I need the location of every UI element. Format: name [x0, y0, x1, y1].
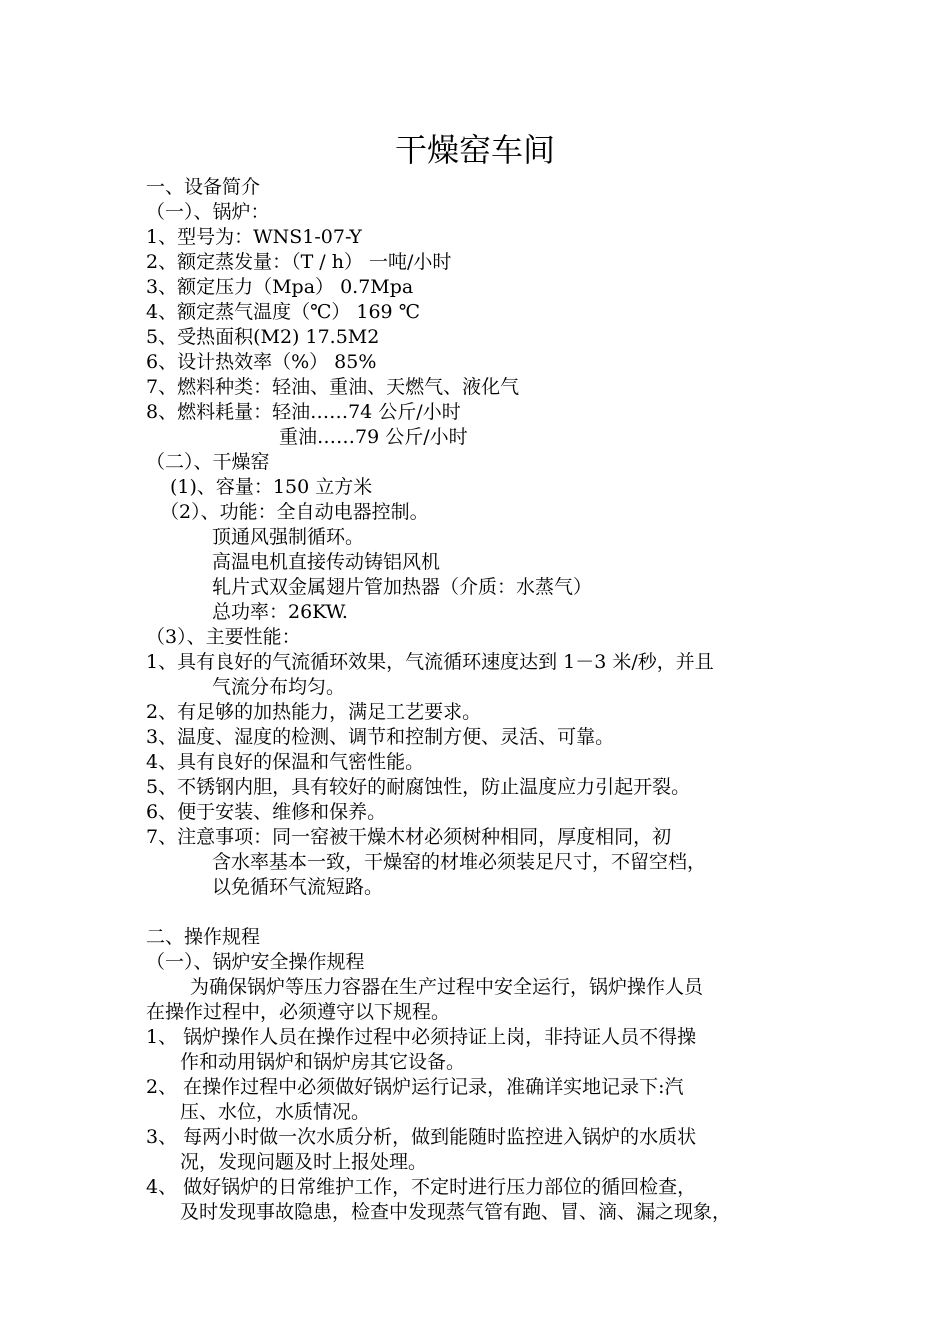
spec-line: 8、燃料耗量：轻油……74 公斤/小时	[146, 401, 461, 423]
spec-line: （2）、功能：全自动电器控制。	[160, 501, 429, 523]
section-heading: 一、设备简介	[146, 176, 261, 198]
paragraph-line: 在操作过程中，必须遵守以下规程。	[146, 1001, 451, 1023]
spec-line: 5、受热面积(M2) 17.5M2	[146, 326, 380, 348]
list-item: 4、 做好锅炉的日常维护工作，不定时进行压力部位的循回检查，	[146, 1176, 697, 1198]
section-heading: 二、操作规程	[146, 926, 261, 948]
spec-line-continued: 重油……79 公斤/小时	[279, 426, 468, 448]
list-item: 3、温度、湿度的检测、调节和控制方便、灵活、可靠。	[146, 726, 615, 748]
spec-line: 3、额定压力（Mpa） 0.7Mpa	[146, 276, 414, 298]
list-item: 1、 锅炉操作人员在操作过程中必须持证上岗，非持证人员不得操	[146, 1026, 697, 1048]
list-item: 3、 每两小时做一次水质分析，做到能随时监控进入锅炉的水质状	[146, 1126, 697, 1148]
spec-line: 2、额定蒸发量：（T / h） 一吨/小时	[146, 251, 452, 273]
list-item-continued: 作和动用锅炉和锅炉房其它设备。	[180, 1051, 466, 1073]
paragraph-line: 为确保锅炉等压力容器在生产过程中安全运行，锅炉操作人员	[190, 976, 704, 998]
list-item-continued: 气流分布均匀。	[212, 676, 346, 698]
list-item: 4、具有良好的保温和气密性能。	[146, 751, 425, 773]
list-item-continued: 及时发现事故隐患，检查中发现蒸气管有跑、冒、滴、漏之现象，	[180, 1201, 732, 1223]
spec-line: 7、燃料种类：轻油、重油、天燃气、液化气	[146, 376, 520, 398]
page-title: 干燥窑车间	[394, 131, 555, 169]
subsection-heading: （二）、干燥窑	[146, 451, 270, 473]
list-item: 6、便于安装、维修和保养。	[146, 801, 387, 823]
spec-line-continued: 顶通风强制循环。	[212, 526, 365, 548]
list-item: 2、有足够的加热能力，满足工艺要求。	[146, 701, 482, 723]
subsection-heading: （一）、锅炉安全操作规程	[146, 951, 365, 973]
list-item: 2、 在操作过程中必须做好锅炉运行记录，准确详实地记录下:汽	[146, 1076, 684, 1098]
list-item-continued: 含水率基本一致，干燥窑的材堆必须装足尺寸，不留空档，	[212, 851, 707, 873]
subsection-heading: （3）、主要性能：	[146, 626, 301, 648]
list-item-continued: 况，发现问题及时上报处理。	[180, 1151, 428, 1173]
subsection-heading: （一）、锅炉：	[146, 201, 270, 223]
list-item-continued: 压、水位，水质情况。	[180, 1101, 371, 1123]
spec-line-continued: 高温电机直接传动铸铝风机	[212, 551, 441, 573]
spec-line-continued: 轧片式双金属翅片管加热器（介质：水蒸气）	[212, 576, 593, 598]
spec-line: 4、额定蒸气温度（℃） 169 ℃	[146, 301, 420, 323]
spec-line-continued: 总功率：26KW.	[212, 601, 348, 623]
spec-line: 6、设计热效率（%） 85%	[146, 351, 377, 373]
list-item: 5、不锈钢内胆，具有较好的耐腐蚀性，防止温度应力引起开裂。	[146, 776, 691, 798]
list-item-continued: 以免循环气流短路。	[212, 876, 384, 898]
list-item: 7、注意事项：同一窑被干燥木材必须树种相同，厚度相同，初	[146, 826, 672, 848]
list-item: 1、具有良好的气流循环效果，气流循环速度达到 1－3 米/秒，并且	[146, 651, 714, 673]
spec-line: 1、型号为：WNS1-07-Y	[146, 226, 362, 248]
spec-line: (1)、容量：150 立方米	[170, 476, 373, 498]
